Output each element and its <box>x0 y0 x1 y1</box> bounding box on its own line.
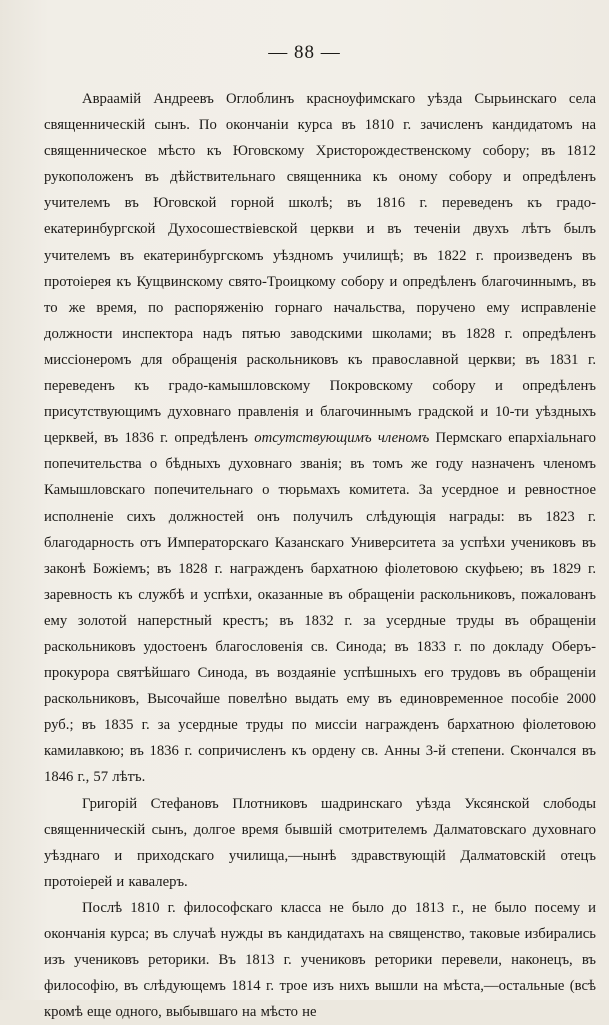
paragraph-text: Григорій Стефановъ Плотниковъ шадринскаго уѣзда Уксянской слободы священническій сынъ, долгое время бывшій смотрителемъ Далматовскаго духовнаго уѣзднаго и приходскаго училища,—нынѣ здравствующій Далматовскій отецъ протоіерей и кавалеръ. <box>44 795 596 890</box>
paragraph-plotnikov <box>44 791 596 895</box>
italic-phrase: отсутствующимъ членомъ <box>254 430 430 447</box>
paragraph-oglobin <box>44 86 596 791</box>
paragraph-text: Пермскаго епархіальнаго попечительства о бѣдныхъ духовнаго званія; въ томъ же году назначенъ членомъ Камышловскаго попечительнаго о тюрьмахъ комитета. За усердное и ревностное исполненіе сихъ должностей онъ получилъ слѣдующія награды: въ 1823 г. благодарность отъ Императорскаго Казанскаго Университета за успѣхи учениковъ въ законѣ Божіемъ; въ 1828 г. награжденъ бархатною фіолетовою скуфьею; въ 1829 г. заревность къ службѣ и успѣхи, оказанные въ обращеніи раскольниковъ, пожалованъ ему золотой наперстный крестъ; въ 1832 г. за усердные труды въ обращеніи раскольниковъ удостоенъ благословенія св. Синода; въ 1833 г. по докладу Оберъ-прокурора святѣйшаго Синода, въ воздаяніе успѣшныхъ его трудовъ въ обращеніи раскольниковъ, Высочайше повелѣно выдать ему въ единовременное пособіе 2000 руб.; въ 1835 г. за усердные труды по миссіи награжденъ бархатною фіолетовою камилавкою; въ 1836 г. сопричисленъ къ ордену св. Анны 3-й степени. Скончался въ 1846 г., 57 лѣтъ. <box>44 430 596 786</box>
paragraph-text: Послѣ 1810 г. философскаго класса не было до 1813 г., не было посему и окончанія курса; въ случаѣ нужды въ кандидатахъ на священство, таковые избирались изъ учениковъ реторики. Въ 1813 г. учениковъ реторики перевели, наконецъ, въ философію, въ слѣдующемъ 1814 г. трое изъ нихъ вышли на мѣста,—остальные (всѣ кромѣ еще одного, выбывшаго на мѣсто не <box>44 899 596 1021</box>
body-text <box>44 86 596 1025</box>
page-number: — 88 — <box>268 42 341 63</box>
paragraph-philosophy-class <box>44 895 596 1025</box>
paragraph-text: Авраамій Андреевъ Оглоблинъ красноуфимскаго уѣзда Сырьинскаго села священническій сынъ. По окончаніи курса въ 1810 г. зачисленъ кандидатомъ на священническое мѣсто къ Юговскому Христорождественскому собору; въ 1812 рукоположенъ въ дѣйствительнаго священника къ оному собору и опредѣленъ учителемъ въ Юговской горной школѣ; въ 1816 г. переведенъ къ градо-екатеринбургской Духосошествіевской церкви и въ теченіи двухъ лѣтъ былъ учителемъ въ екатеринбургскомъ уѣздномъ училищѣ; въ 1822 г. произведенъ въ протоіерея къ Кущвинскому свято-Троицкому собору и опредѣленъ благочиннымъ, въ то же время, по распоряженію горнаго начальства, поручено ему исправленіе должности инспектора надъ пятью заводскими школами; въ 1828 г. опредѣленъ миссіонеромъ для обращенія раскольниковъ къ православной церкви; въ 1831 г. переведенъ къ градо-камышловскому Покровскому собору и опредѣленъ присутствующимъ духовнаго правленія и благочиннымъ градской и 10-ти уѣздныхъ церквей, въ 1836 г. опредѣленъ <box>44 91 596 447</box>
